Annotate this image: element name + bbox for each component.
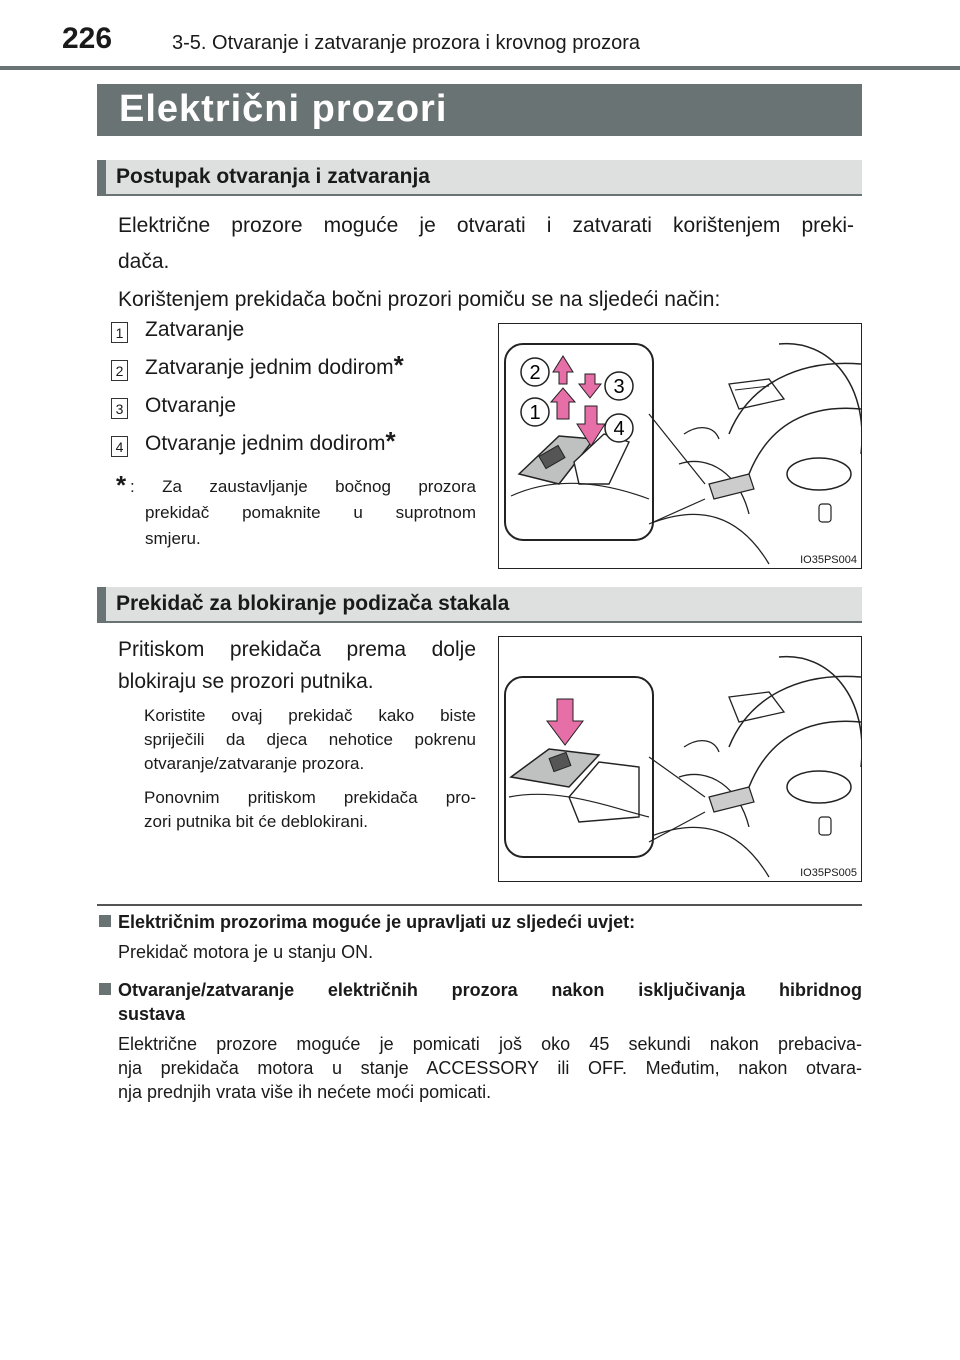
callout-2: [521, 358, 549, 386]
item-number-4: 4: [111, 436, 128, 457]
page-number: 226: [62, 22, 113, 55]
svg-text:1: 1: [529, 402, 541, 424]
svg-text:2: 2: [529, 362, 541, 384]
section-heading-1: [97, 160, 862, 196]
page-title: Električni prozori: [119, 88, 448, 130]
footnote-line-2: prekidač pomaknite u suprotnom: [145, 503, 476, 522]
intro-line-1: Električne prozore moguće je otvarati i zatvarati korištenjem preki-: [118, 214, 854, 237]
bullet-icon: [99, 982, 111, 1000]
item-label-1: Zatvaranje: [145, 318, 245, 341]
figure-window-switch: [498, 323, 862, 569]
figure-code-2: IO35PS005: [800, 867, 857, 879]
intro-line-2: dača.: [118, 250, 170, 273]
callout-4: [605, 414, 633, 442]
section2-p1-line-3: otvaranje/zatvaranje prozora.: [144, 754, 365, 773]
footnote-line-3: smjeru.: [145, 529, 201, 548]
section-heading-2-text: Prekidač za blokiranje podizača stakala: [116, 592, 510, 615]
section2-line-1: Pritiskom prekidača prema dolje: [118, 638, 476, 661]
item-label-3: Otvaranje: [145, 394, 237, 417]
note-2-title-line-1: Otvaranje/zatvaranje električnih prozora nakon isključivanja hibridnog: [118, 980, 862, 1000]
section2-line-2: blokiraju se prozori putnika.: [118, 670, 374, 693]
section2-p1-line-2: spriječili da djeca nehotice pokrenu: [144, 730, 476, 749]
section-heading-2: [97, 587, 862, 623]
footnote-marker: *: [116, 470, 127, 500]
item-number-2: 2: [111, 360, 128, 381]
running-head: 3-5. Otvaranje i zatvaranje prozora i krovnog prozora: [172, 32, 641, 54]
intro-2: Korištenjem prekidača bočni prozori pomiču se na sljedeći način:: [118, 288, 721, 311]
svg-text:3: 3: [613, 376, 625, 398]
bullet-icon: [99, 914, 111, 932]
callout-3: [605, 372, 633, 400]
note-1-title: Električnim prozorima moguće je upravljati uz sljedeći uvjet:: [118, 912, 636, 932]
callout-1: [521, 398, 549, 426]
lock-switch-illustration: [499, 637, 861, 881]
item-number-1: 1: [111, 322, 128, 343]
window-switch-illustration: [499, 324, 861, 568]
figure-lock-switch: [498, 636, 862, 882]
svg-text:4: 4: [613, 418, 625, 440]
item-label-2: Zatvaranje jednim dodirom*: [145, 350, 404, 380]
header-rule: [0, 66, 960, 70]
footnote-star: *: [393, 350, 404, 380]
footnote-star: *: [385, 426, 396, 456]
item-label-4: Otvaranje jednim dodirom*: [145, 426, 396, 456]
note-2-title-line-2: sustava: [118, 1004, 186, 1024]
note-2-line-1: Električne prozore moguće je pomicati još oko 45 sekundi nakon prebaciva-: [118, 1034, 862, 1054]
note-1-line-1: Prekidač motora je u stanju ON.: [118, 942, 374, 962]
section2-p1-line-1: Koristite ovaj prekidač kako biste: [144, 706, 476, 725]
note-2-line-3: nja prednjih vrata više ih nećete moći pomicati.: [118, 1082, 492, 1102]
note-2-line-2: nja prekidača motora u stanje ACCESSORY ili OFF. Međutim, nakon otvara-: [118, 1058, 862, 1078]
page-title-bar: [97, 84, 862, 136]
figure-code-1: IO35PS004: [800, 554, 857, 566]
notes-separator: [97, 904, 862, 906]
section2-p2-line-2: zori putnika bit će deblokirani.: [144, 812, 368, 831]
section-heading-1-text: Postupak otvaranja i zatvaranja: [116, 165, 430, 188]
item-number-3: 3: [111, 398, 128, 419]
footnote-line-1: : Za zaustavljanje bočnog prozora: [130, 477, 476, 496]
section2-p2-line-1: Ponovnim pritiskom prekidača pro-: [144, 788, 476, 807]
